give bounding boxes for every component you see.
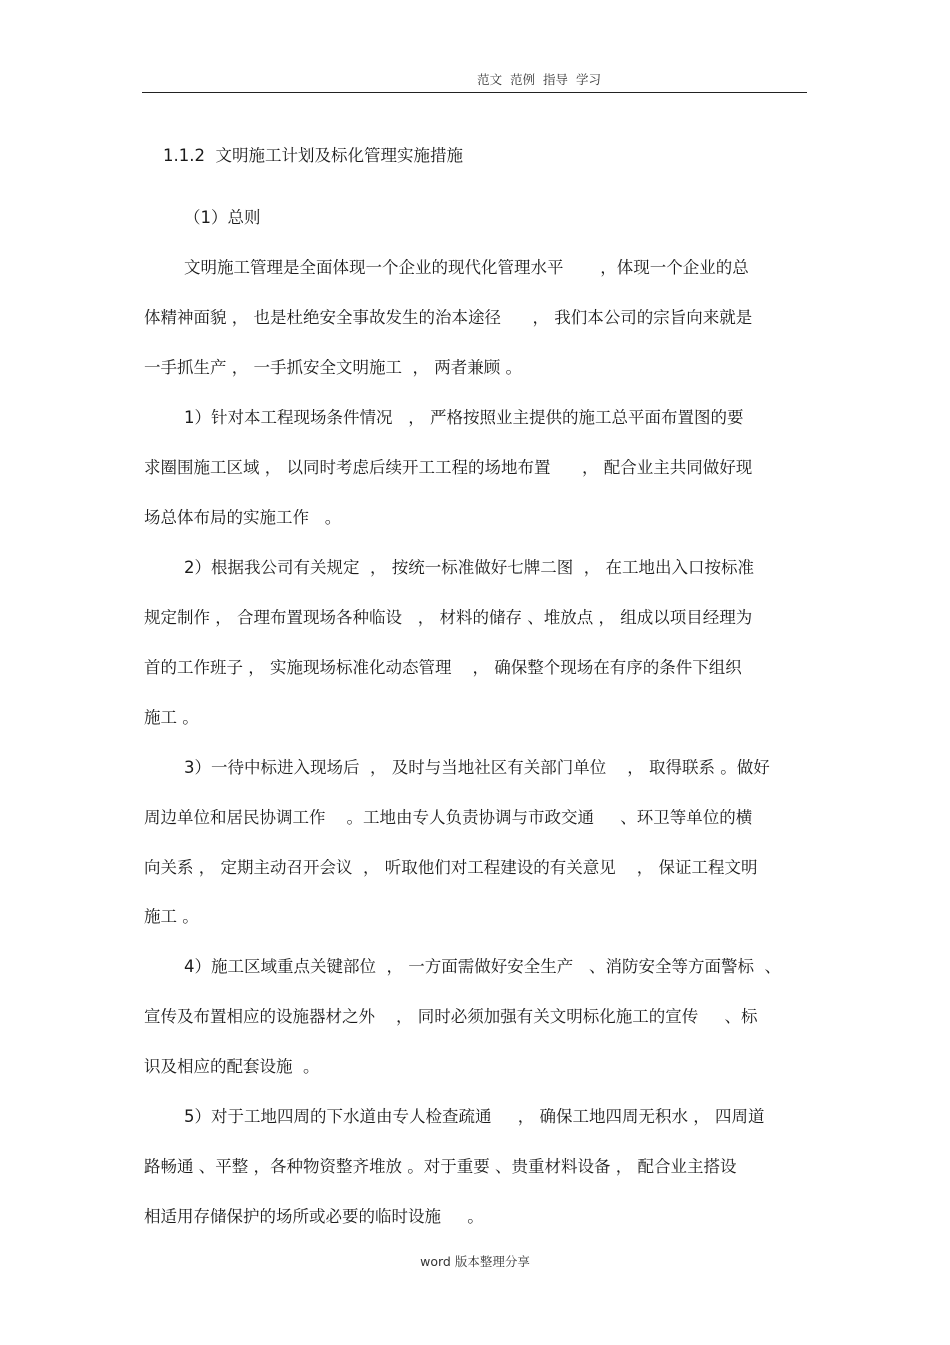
section-heading: 1.1.2 文明施工计划及标化管理实施措施 xyxy=(163,146,463,165)
body-line: 求圈围施工区域 ， 以同时考虑后续开工工程的场地布置 ， 配合业主共同做好现 xyxy=(144,458,753,477)
body-line: 4）施工区域重点关键部位 ， 一方面需做好安全生产 、消防安全等方面警标 、 xyxy=(184,957,781,976)
body-line: 3）一待中标进入现场后 ， 及时与当地社区有关部门单位 ， 取得联系 。做好 xyxy=(184,758,770,777)
body-line: 识及相应的配套设施 。 xyxy=(144,1057,320,1076)
body-line: 施工 。 xyxy=(144,708,199,727)
body-line: 宣传及布置相应的设施器材之外 ， 同时必须加强有关文明标化施工的宣传 、标 xyxy=(144,1007,758,1026)
body-line: 路畅通 、平整 ，各种物资整齐堆放 。对于重要 、贵重材料设备 ， 配合业主搭设 xyxy=(144,1157,737,1176)
body-line: 一手抓生产 ， 一手抓安全文明施工 ， 两者兼顾 。 xyxy=(144,358,522,377)
body-line: 规定制作 ， 合理布置现场各种临设 ， 材料的储存 、堆放点 ， 组成以项目经理为 xyxy=(144,608,753,627)
body-line: 2）根据我公司有关规定 ， 按统一标准做好七牌二图 ， 在工地出入口按标准 xyxy=(184,558,754,577)
section-subheading: （1）总则 xyxy=(184,208,261,227)
body-line: 周边单位和居民协调工作 。工地由专人负责协调与市政交通 、环卫等单位的横 xyxy=(144,808,753,827)
header-text: 范文 范例 指导 学习 xyxy=(477,72,601,87)
footer-text: word 版本整理分享 xyxy=(420,1254,530,1269)
body-line: 文明施工管理是全面体现一个企业的现代化管理水平 ，体现一个企业的总 xyxy=(184,258,749,277)
body-line: 1）针对本工程现场条件情况 ， 严格按照业主提供的施工总平面布置图的要 xyxy=(184,408,744,427)
body-line: 体精神面貌 ， 也是杜绝安全事故发生的治本途径 ， 我们本公司的宗旨向来就是 xyxy=(144,308,753,327)
body-line: 施工 。 xyxy=(144,907,199,926)
body-line: 5）对于工地四周的下水道由专人检查疏通 ， 确保工地四周无积水 ， 四周道 xyxy=(184,1107,765,1126)
body-line: 场总体布局的实施工作 。 xyxy=(144,508,342,527)
body-line: 向关系 ， 定期主动召开会议 ， 听取他们对工程建设的有关意见 ， 保证工程文明 xyxy=(144,858,758,877)
body-line: 首的工作班子 ， 实施现场标准化动态管理 ， 确保整个现场在有序的条件下组织 xyxy=(144,658,742,677)
page-header xyxy=(142,68,807,93)
body-line: 相适用存储保护的场所或必要的临时设施 。 xyxy=(144,1207,484,1226)
